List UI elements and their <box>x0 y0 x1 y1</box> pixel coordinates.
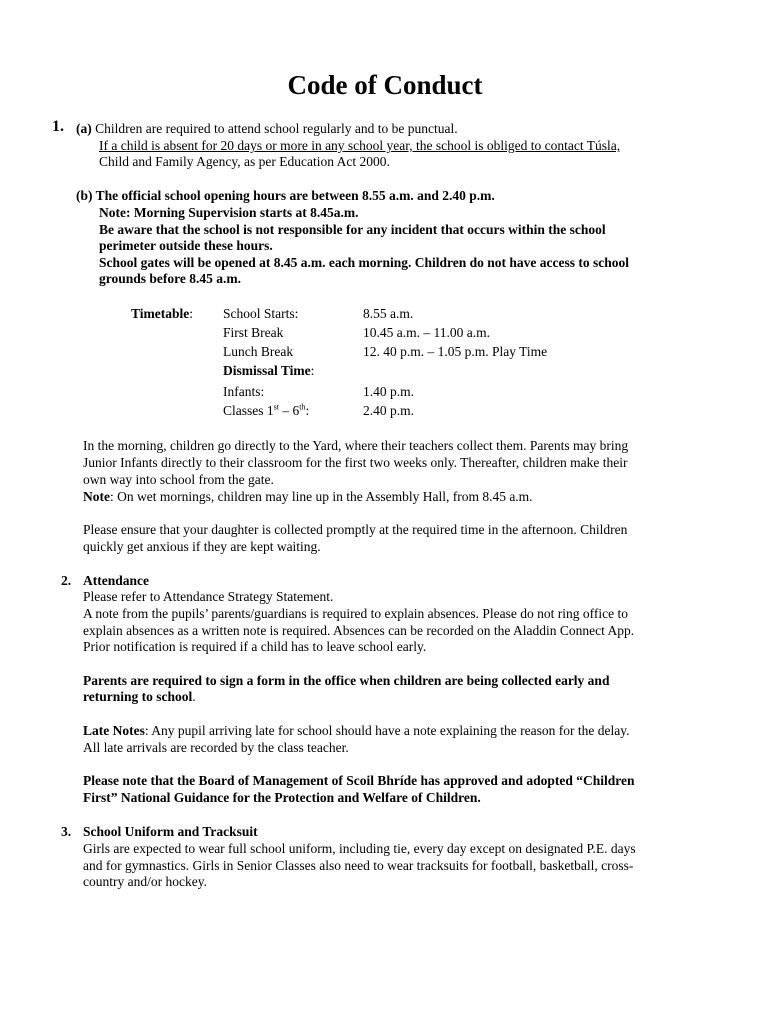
section-1b-line6: grounds before 8.45 a.m. <box>99 271 242 286</box>
classes-prefix: Classes 1 <box>223 403 274 418</box>
section-1a-label: (a) <box>76 121 92 136</box>
wet-morning-note <box>83 488 533 505</box>
timetable-first-break-label: First Break <box>223 325 284 340</box>
timetable-infants-label: Infants: <box>223 384 265 399</box>
timetable-dismissal-colon: : <box>310 363 315 378</box>
section-1a-text: Children are required to attend school regularly and to be punctual. <box>95 121 458 136</box>
timetable-label-colon: : <box>189 306 194 321</box>
late-notes-line1 <box>83 722 629 739</box>
late-notes-text: : Any pupil arriving late for school should have a note explaining the reason for the delay. <box>144 723 630 738</box>
note-text: : On wet mornings, children may line up in the Assembly Hall, from 8.45 a.m. <box>110 489 533 504</box>
section-3-heading: School Uniform and Tracksuit <box>83 824 258 839</box>
section-1a-line1 <box>76 120 458 137</box>
timetable-infants-time: 1.40 p.m. <box>363 384 415 399</box>
morning-line2: Junior Infants directly to their classroom for the first two weeks only. Thereafter, children make their <box>83 455 628 470</box>
parents-line2 <box>83 688 196 705</box>
timetable-dismissal-text: Dismissal Time <box>223 363 311 378</box>
uniform-line1: Girls are expected to wear full school uniform, including tie, every day except on designated P.E. days <box>83 841 636 856</box>
page-title: Code of Conduct <box>287 70 483 100</box>
section-2-heading: Attendance <box>83 573 149 588</box>
attendance-line1: Please refer to Attendance Strategy Statement. <box>83 589 334 604</box>
section-1b-line2: Note: Morning Supervision starts at 8.45a.m. <box>99 205 359 220</box>
attendance-line2: A note from the pupils’ parents/guardians is required to explain absences. Please do not ring office to <box>83 606 628 621</box>
attendance-line3: explain absences as a written note is required. Absences can be recorded on the Aladdin Connect App. <box>83 623 635 638</box>
section-1b-line4: perimeter outside these hours. <box>99 238 273 253</box>
timetable-lunch-break-label: Lunch Break <box>223 344 294 359</box>
timetable-classes-label <box>223 402 309 419</box>
late-notes-line2: All late arrivals are recorded by the class teacher. <box>83 740 349 755</box>
parents-line1: Parents are required to sign a form in the office when children are being collected early and <box>83 673 610 688</box>
section-1-number: 1. <box>52 118 64 135</box>
morning-line3: own way into school from the gate. <box>83 472 274 487</box>
classes-mid: – 6 <box>278 403 300 418</box>
attendance-line4: Prior notification is required if a child has to leave school early. <box>83 639 427 654</box>
classes-suffix: : <box>305 403 310 418</box>
board-line1: Please note that the Board of Management of Scoil Bhríde has approved and adopted “Children <box>83 773 635 788</box>
section-2-number: 2. <box>61 573 72 588</box>
timetable-lunch-break-time: 12. 40 p.m. – 1.05 p.m. Play Time <box>363 344 548 359</box>
timetable-school-starts-time: 8.55 a.m. <box>363 306 414 321</box>
timetable-dismissal-label <box>223 362 314 379</box>
morning-line1: In the morning, children go directly to the Yard, where their teachers collect them. Parents may bring <box>83 438 629 453</box>
ensure-line2: quickly get anxious if they are kept waiting. <box>83 539 321 554</box>
section-3-number: 3. <box>61 824 72 839</box>
late-notes-label: Late Notes <box>83 723 145 738</box>
section-1a-line3: Child and Family Agency, as per Education Act 2000. <box>99 154 390 169</box>
uniform-line3: country and/or hockey. <box>83 874 207 889</box>
uniform-line2: and for gymnastics. Girls in Senior Classes also need to wear tracksuits for football, basketball, cross- <box>83 858 634 873</box>
section-1b-line1 <box>76 187 495 204</box>
section-1b-line5: School gates will be opened at 8.45 a.m. each morning. Children do not have access to school <box>99 255 630 270</box>
section-1b-label: (b) <box>76 188 93 203</box>
ensure-line1: Please ensure that your daughter is collected promptly at the required time in the afternoon. Children <box>83 522 628 537</box>
board-line2: First” National Guidance for the Protection and Welfare of Children. <box>83 790 481 805</box>
timetable-first-break-time: 10.45 a.m. – 11.00 a.m. <box>363 325 490 340</box>
parents-line2-end: . <box>192 689 196 704</box>
parents-line2-text: returning to school <box>83 689 193 704</box>
classes-sup-th: th <box>299 402 306 412</box>
note-label: Note <box>83 489 110 504</box>
timetable-label-text: Timetable <box>131 306 190 321</box>
classes-sup-st: st <box>273 402 279 412</box>
timetable-classes-time: 2.40 p.m. <box>363 403 415 418</box>
timetable-label <box>131 305 193 322</box>
section-1a-line2: If a child is absent for 20 days or more in any school year, the school is obliged to contact Túsla, <box>99 138 621 153</box>
timetable-school-starts-label: School Starts: <box>223 306 299 321</box>
section-1b-line3: Be aware that the school is not responsible for any incident that occurs within the school <box>99 222 606 237</box>
section-1b-text: The official school opening hours are between 8.55 a.m. and 2.40 p.m. <box>95 188 495 203</box>
